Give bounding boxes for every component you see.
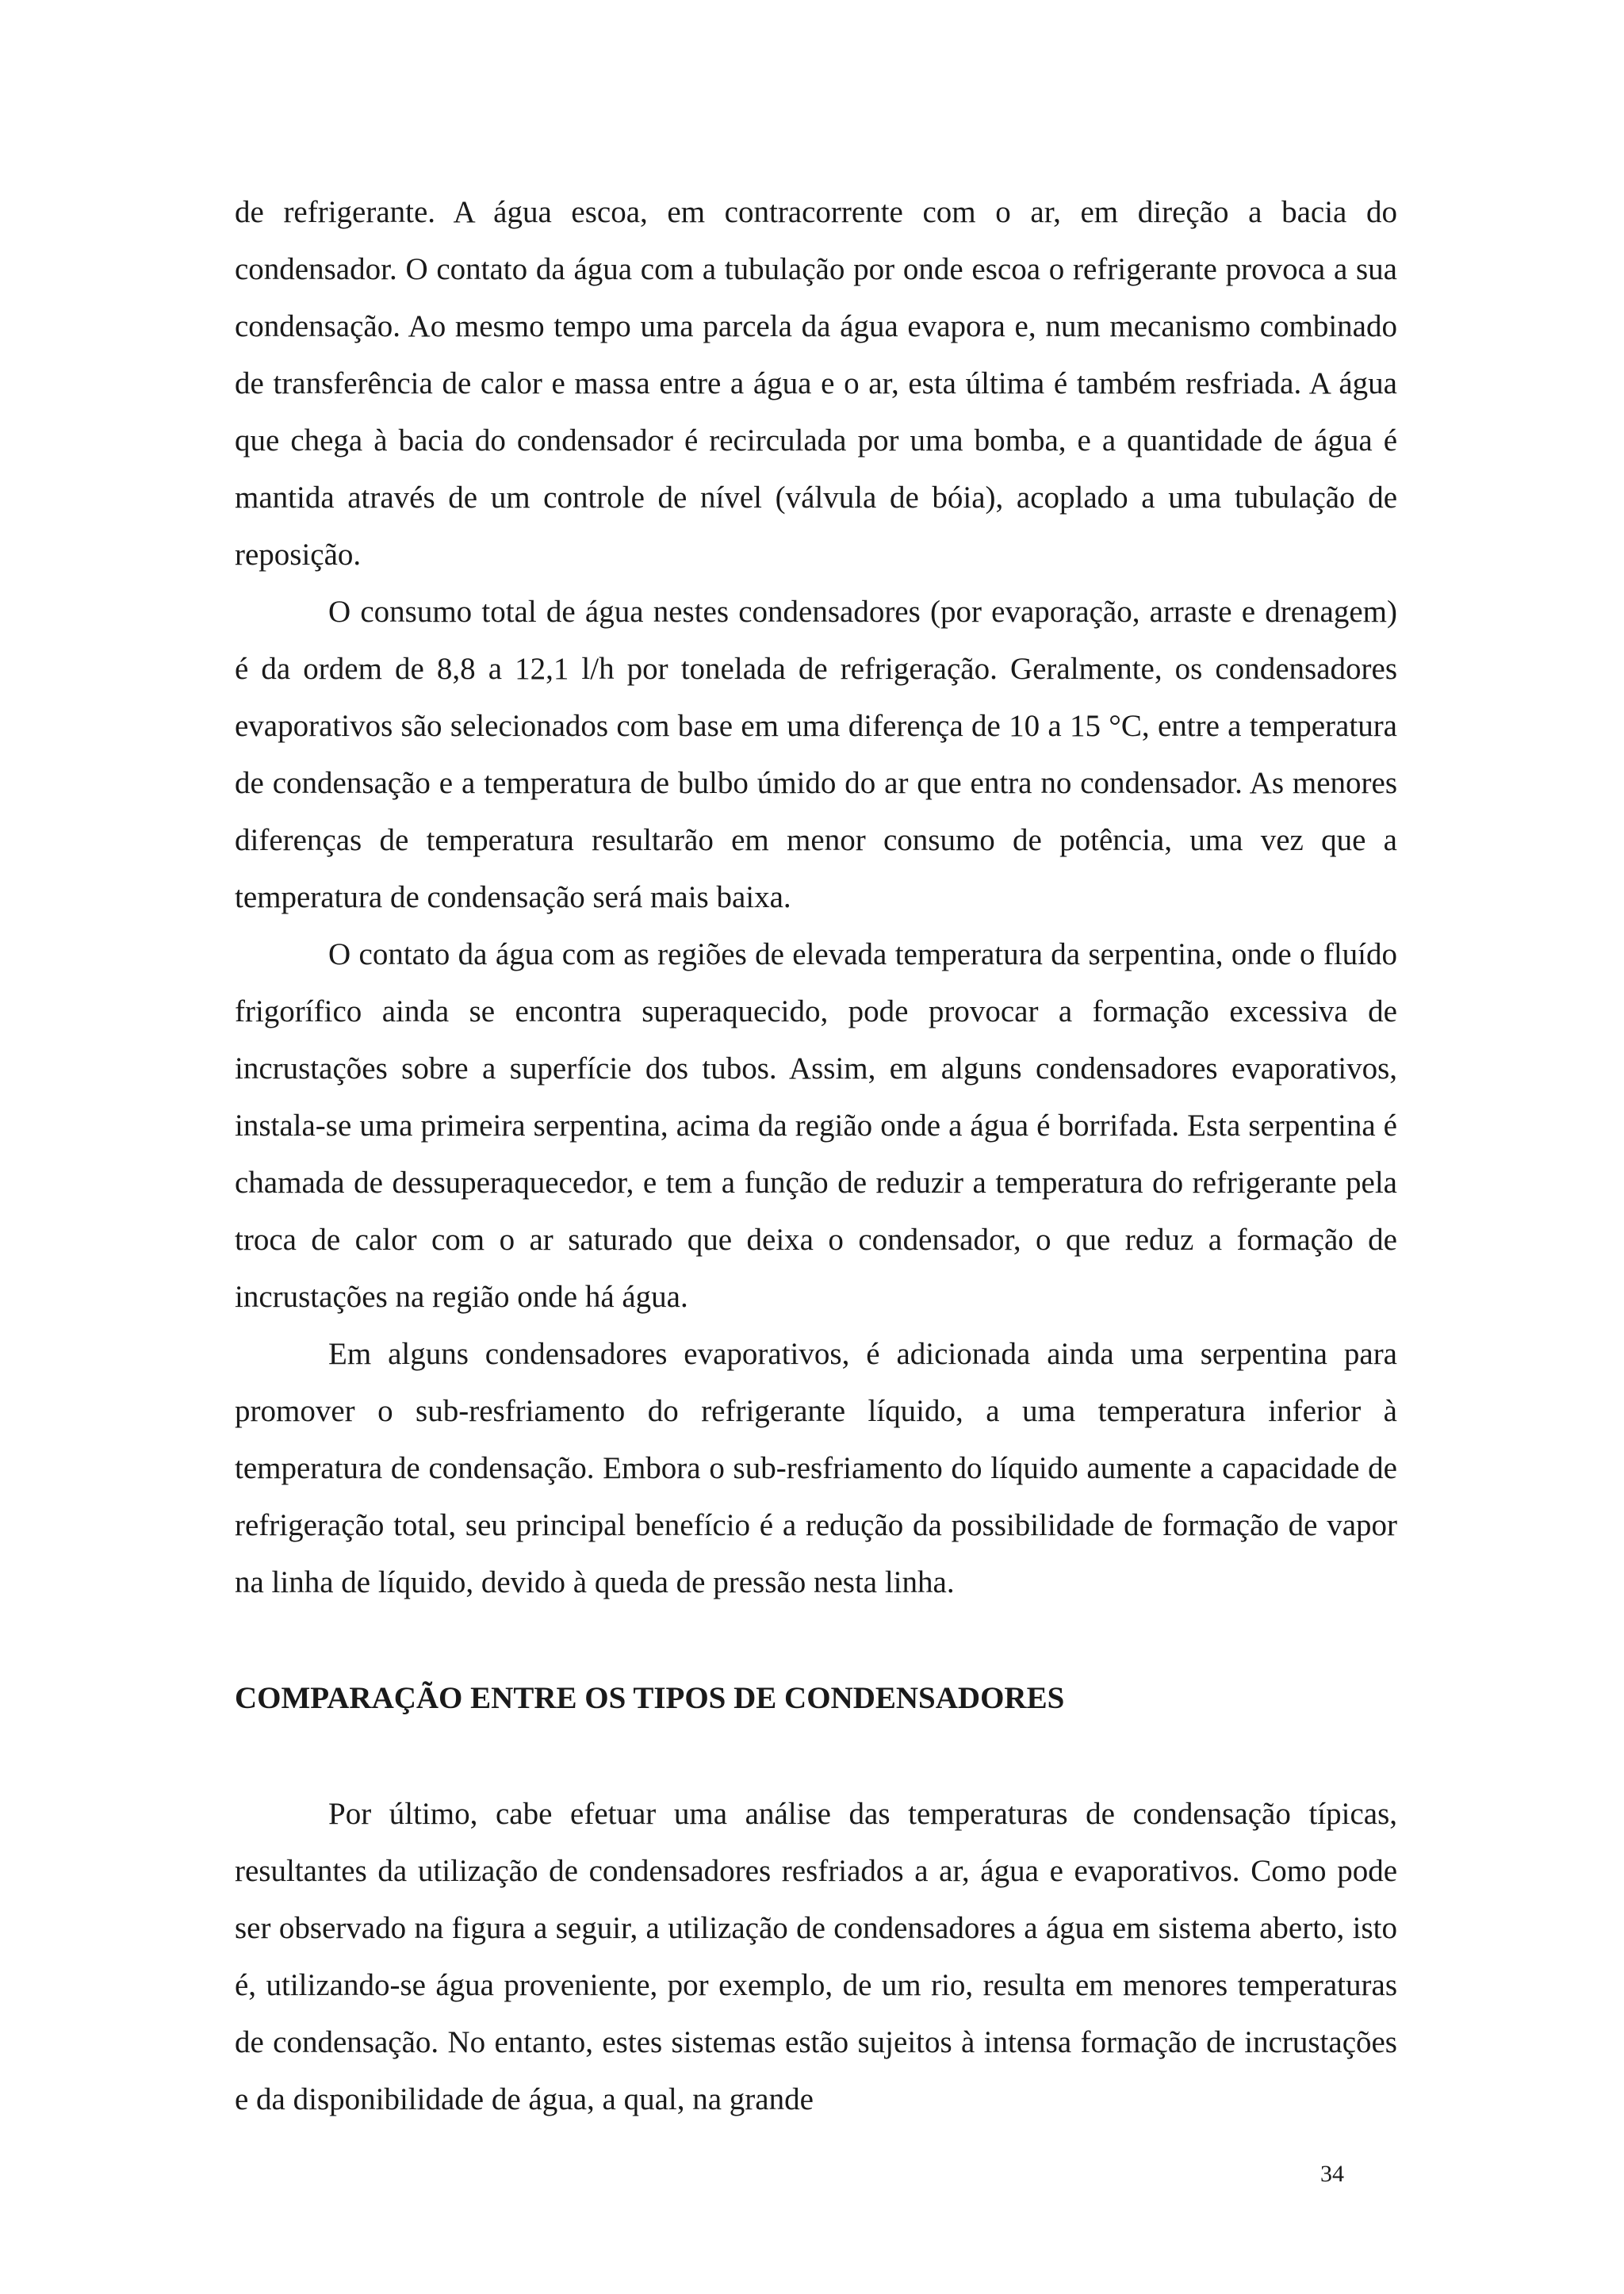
page-number: 34 <box>1320 2161 1344 2187</box>
paragraph-water-consumption: O consumo total de água nestes condensadores (por evaporação, arraste e drenagem) é da ordem de 8,8 a 12,1 l/h por tonelada de refrigeração. Geralmente, os condensadores evaporativos são selecionados com base em uma diferença de 10 a 15 °C, entre a temperatura de condensação e a temperatura de bulbo úmido do ar que entra no condensador. As menores diferenças de temperatura resultarão em menor consumo de potência, uma vez que a temperatura de condensação será mais baixa. <box>235 595 1397 914</box>
section-heading: COMPARAÇÃO ENTRE OS TIPOS DE CONDENSADORES <box>235 1681 1065 1715</box>
page-body <box>235 184 1397 2128</box>
paragraph-comparison: Por último, cabe efetuar uma análise das temperaturas de condensação típicas, resultantes da utilização de condensadores resfriados a ar, água e evaporativos. Como pode ser observado na figura a seguir, a utilização de condensadores a água em sistema aberto, isto é, utilizando-se água proveniente, por exemplo, de um rio, resulta em menores temperaturas de condensação. No entanto, estes sistemas estão sujeitos à intensa formação de incrustações e da disponibilidade de água, a qual, na grande <box>235 1797 1397 2116</box>
paragraph-desuperheater: O contato da água com as regiões de elevada temperatura da serpentina, onde o fluído frigorífico ainda se encontra superaquecido, pode provocar a formação excessiva de incrustações sobre a superfície dos tubos. Assim, em alguns condensadores evaporativos, instala-se uma primeira serpentina, acima da região onde a água é borrifada. Esta serpentina é chamada de dessuperaquecedor, e tem a função de reduzir a temperatura do refrigerante pela troca de calor com o ar saturado que deixa o condensador, o que reduz a formação de incrustações na região onde há água. <box>235 937 1397 1314</box>
paragraph-subcooling: Em alguns condensadores evaporativos, é adicionada ainda uma serpentina para promover o sub-resfriamento do refrigerante líquido, a uma temperatura inferior à temperatura de condensação. Embora o sub-resfriamento do líquido aumente a capacidade de refrigeração total, seu principal benefício é a redução da possibilidade de formação de vapor na linha de líquido, devido à queda de pressão nesta linha. <box>235 1337 1397 1599</box>
paragraph-continuation: de refrigerante. A água escoa, em contracorrente com o ar, em direção a bacia do condensador. O contato da água com a tubulação por onde escoa o refrigerante provoca a sua condensação. Ao mesmo tempo uma parcela da água evapora e, num mecanismo combinado de transferência de calor e massa entre a água e o ar, esta última é também resfriada. A água que chega à bacia do condensador é recirculada por uma bomba, e a quantidade de água é mantida através de um controle de nível (válvula de bóia), acoplado a uma tubulação de reposição. <box>235 195 1397 572</box>
